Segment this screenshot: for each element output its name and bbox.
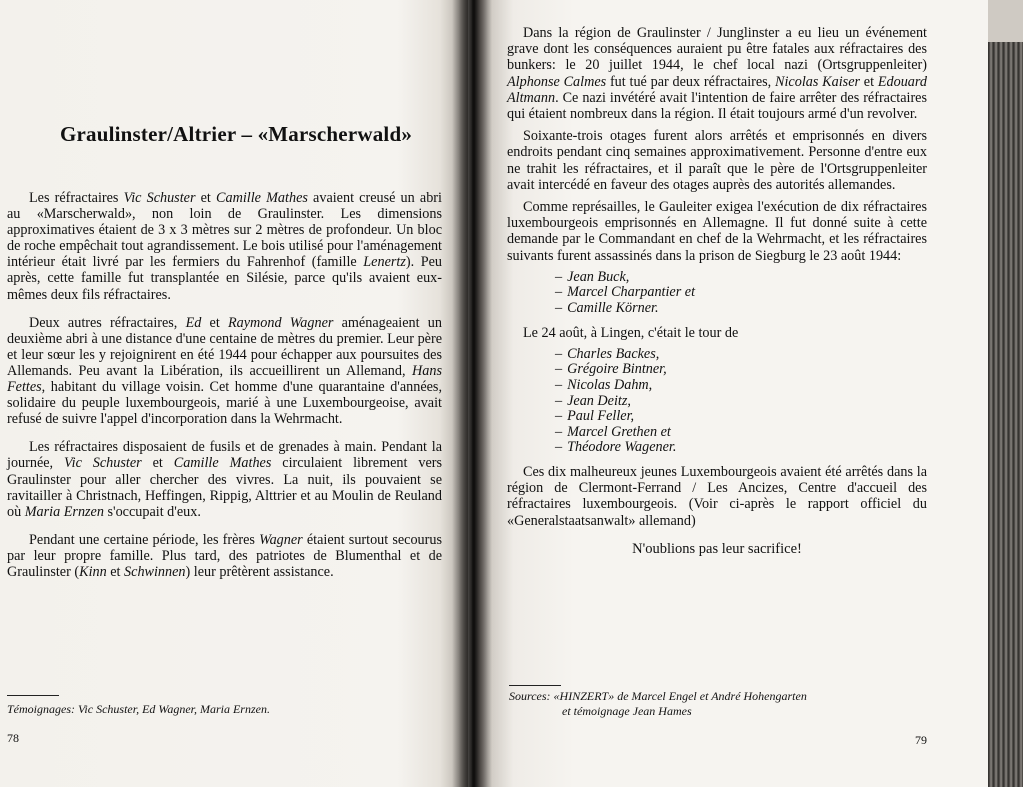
sources-line1: «HINZERT» de Marcel Engel et André Hohengarten (550, 689, 807, 703)
paragraph: Pendant une certaine période, les frères Wagner étaient surtout secourus par leur propre famille. Plus tard, des patriotes de Blumenthal et de Graulinster (Kinn et Schwinnen) leur prêtèrent assistance. (7, 531, 442, 580)
person-name: Maria Ernzen (24, 503, 104, 520)
sources-line2: et témoignage Jean Hames (562, 704, 692, 718)
list-dash: – (555, 423, 563, 440)
lingen-victims-list (507, 347, 927, 456)
paragraph: Soixante-trois otages furent alors arrêtés et emprisonnés en divers endroits pendant cinq semaines approximativement. Personne d'entre eux ne trahit les réfractaires, et il paraît que le père de l'Ortsgruppenleiter avait intercédé en faveur des otages auprès des autorités allemandes. (507, 128, 927, 193)
victim-name: – Théodore Wagener. (555, 439, 677, 456)
person-name: Vic Schuster (64, 455, 142, 472)
victim-name: – Paul Feller, (555, 408, 635, 425)
person-name: Lenertz (363, 254, 406, 271)
lingen-intro: Le 24 août, à Lingen, c'était le tour de (523, 324, 739, 341)
list-dash: – (555, 345, 563, 362)
testimonies-footnote: Témoignages: Vic Schuster, Ed Wagner, Maria Ernzen. (7, 702, 270, 716)
person-name: Hans Fettes (7, 362, 442, 396)
victim-name: – Jean Buck, (555, 268, 630, 285)
page-number-left: 78 (7, 731, 19, 745)
page-edges (988, 0, 1023, 787)
list-dash: – (555, 439, 563, 456)
footnote-rule (7, 695, 59, 696)
paragraph: Deux autres réfractaires, Ed et Raymond Wagner aménageaient un deuxième abri à une distance d'une centaine de mètres du premier. Leur père et leur sœur les y rejoignirent en été 1944 pour échapper aux poursuites des Allemands. Peu avant la Libération, ils accueillirent un Allemand, Hans Fettes, habitant du village voisin. Cet homme d'une quarantaine d'années, solidaire du peuple luxembourgeois, marié à une Luxembourgeoise, avait refusé de suivre l'appel d'incorporation dans la Wehrmacht. (7, 314, 442, 428)
victim-name: – Charles Backes, (555, 345, 660, 362)
right-page-body (507, 25, 927, 535)
person-name: Schwinnen (124, 563, 186, 580)
paragraph: Dans la région de Graulinster / Junglinster a eu lieu un événement grave dont les conséquences auraient pu être fatales aux réfractaires des bunkers: le 20 juillet 1944, le chef local nazi (Ortsgruppenleiter) Alphonse Calmes fut tué par deux réfractaires, Nicolas Kaiser et Edouard Altmann. Ce nazi invétéré avait l'intention de faire arrêter des réfractaires qui étaient nombreux dans la région. Il était toujours armé d'un revolver. (507, 25, 927, 123)
person-name: Ed (185, 314, 202, 331)
paragraph: Ces dix malheureux jeunes Luxembourgeois avaient été arrêtés dans la région de Clermont-Ferrand / Les Ancizes, Centre d'accueil des réfractaires luxembourgeois. (Voir ci-après le rapport officiel du «Generalstaatsanwalt» allemand) (507, 463, 927, 529)
siegburg-victims-list (507, 270, 927, 317)
victim-name: – Marcel Grethen et (555, 423, 671, 440)
person-name: Alphonse Calmes (507, 73, 607, 90)
list-dash: – (555, 284, 563, 301)
person-name: Vic Schuster (123, 190, 196, 206)
person-name: Edouard Altmann (507, 73, 927, 106)
list-dash: – (555, 300, 563, 317)
chapter-title: Graulinster/Altrier – «Marscherwald» (59, 122, 413, 146)
person-name: Camille Mathes (173, 455, 272, 472)
closing-line: N'oublions pas leur sacrifice! (632, 541, 802, 557)
person-name: Nicolas Kaiser (775, 73, 861, 90)
list-dash: – (555, 377, 563, 394)
paragraph: Les réfractaires Vic Schuster et Camille Mathes avaient creusé un abri au «Marscherwald», non loin de Graulinster. Les dimensions approximatives étaient de 3 x 3 mètres sur 2 mètres de profondeur. Un bloc de roche empêchait tout agrandissement. Le bois utilisé pour l'aménagement intérieur était livré par les fermiers du Fahrenhof (famille Lenertz). Peu après, cette famille fut transplantée en Silésie, parce qu'ils avaient eux-mêmes deux fils réfractaires. (7, 190, 442, 303)
page-number-right: 79 (915, 733, 927, 747)
victim-name: – Grégoire Bintner, (555, 361, 667, 378)
book-spine (452, 0, 492, 787)
list-dash: – (555, 408, 563, 425)
left-page-body (7, 190, 442, 592)
footnote-rule (509, 685, 561, 686)
paragraph: Comme représailles, le Gauleiter exigea l'exécution de dix réfractaires luxembourgeois emprisonnés en Allemagne. Il fut donné suite à cette demande par le Commandant en chef de la Wehrmacht, et les réfractaires suivants furent assassinés dans la prison de Siegburg le 23 août 1944: (507, 199, 927, 264)
victim-name: – Nicolas Dahm, (555, 377, 653, 394)
person-name: Kinn (79, 563, 107, 580)
list-dash: – (555, 361, 563, 378)
paragraph: Les réfractaires disposaient de fusils et de grenades à main. Pendant la journée, Vic Schuster et Camille Mathes circulaient librement vers Graulinster pour aller chercher des vivres. La nuit, ils pouvaient se ravitailler à Christnach, Heffingen, Rippig, Alttrier et au Moulin de Reuland où Maria Ernzen s'occupait d'eux. (7, 439, 443, 520)
victim-name: – Jean Deitz, (555, 392, 631, 409)
person-name: Wagner (259, 531, 303, 548)
sources-label: Sources: (509, 689, 551, 703)
sources-footnote (509, 689, 929, 719)
victim-name: – Camille Körner. (555, 300, 659, 317)
list-dash: – (555, 268, 563, 285)
person-name: Raymond Wagner (227, 314, 334, 331)
page-edges-top (988, 0, 1023, 42)
victim-name: – Marcel Charpantier et (555, 284, 696, 301)
person-name: Camille Mathes (216, 190, 308, 206)
list-dash: – (555, 392, 563, 409)
